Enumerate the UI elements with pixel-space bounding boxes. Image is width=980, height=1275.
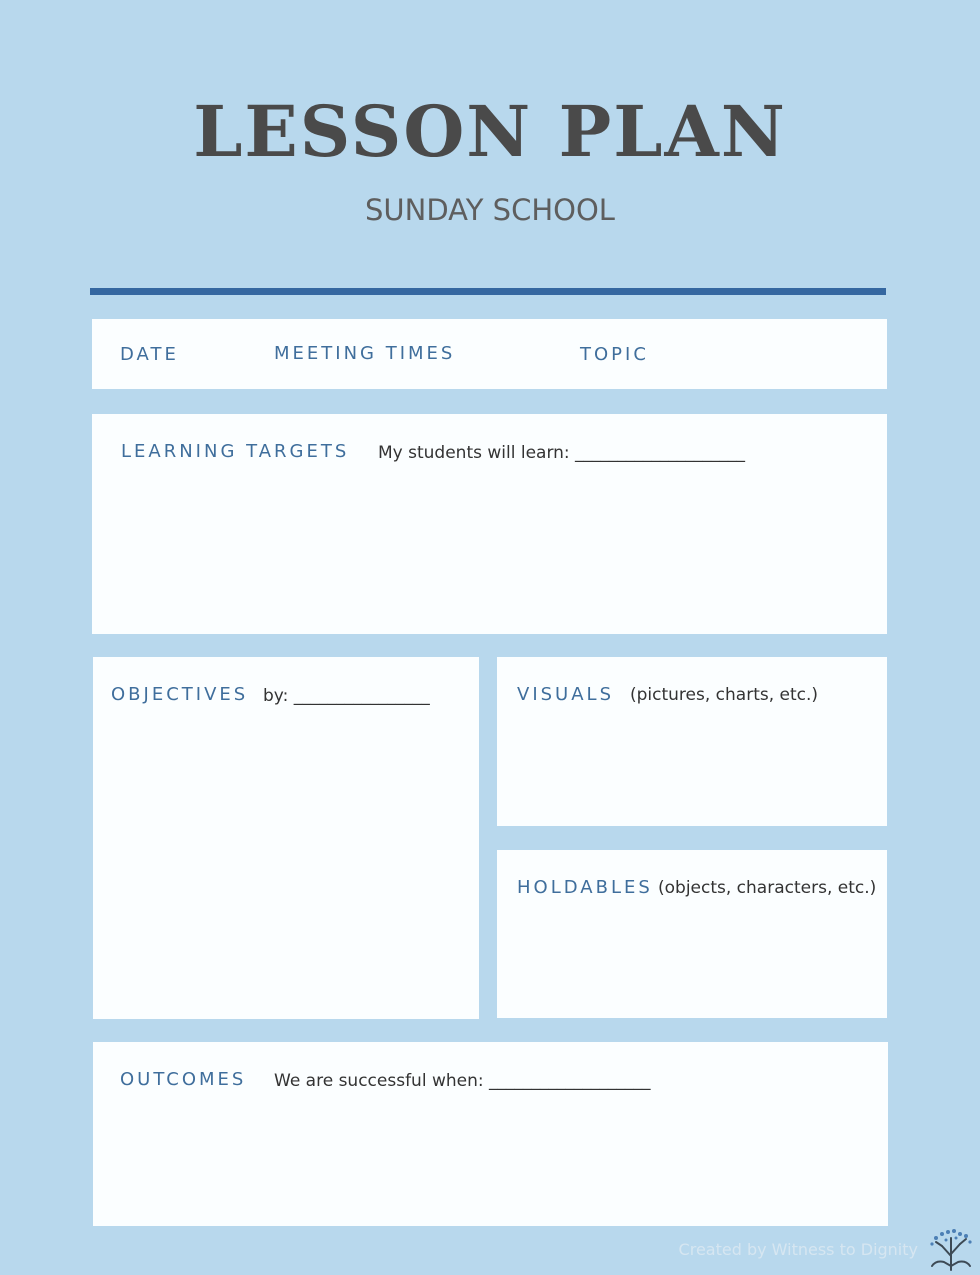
topic-label: TOPIC (580, 344, 649, 365)
footer-credit: Created by Witness to Dignity (678, 1240, 918, 1259)
visuals-label: VISUALS (517, 684, 614, 705)
learning-targets-card (92, 414, 887, 634)
visuals-prompt: (pictures, charts, etc.) (630, 685, 819, 705)
learning-targets-prompt: My students will learn: ____________________ (378, 443, 746, 463)
visuals-card (497, 657, 887, 826)
tree-hands-logo-icon (926, 1226, 976, 1272)
objectives-prompt: by: ________________ (263, 686, 430, 706)
header-divider (90, 288, 886, 295)
meeting-times-label: MEETING TIMES (274, 343, 456, 364)
objectives-label: OBJECTIVES (111, 684, 249, 705)
holdables-label: HOLDABLES (517, 877, 653, 898)
outcomes-card (93, 1042, 888, 1226)
holdables-prompt: (objects, characters, etc.) (658, 878, 877, 898)
learning-targets-label: LEARNING TARGETS (121, 441, 350, 462)
date-label: DATE (120, 344, 179, 365)
outcomes-prompt: We are successful when: ___________________ (274, 1071, 651, 1091)
page-subtitle: SUNDAY SCHOOL (365, 193, 615, 227)
info-bar-card (92, 319, 887, 389)
holdables-card (497, 850, 887, 1018)
outcomes-label: OUTCOMES (120, 1069, 247, 1090)
page-title: LESSON PLAN (193, 90, 787, 173)
objectives-card (93, 657, 479, 1019)
